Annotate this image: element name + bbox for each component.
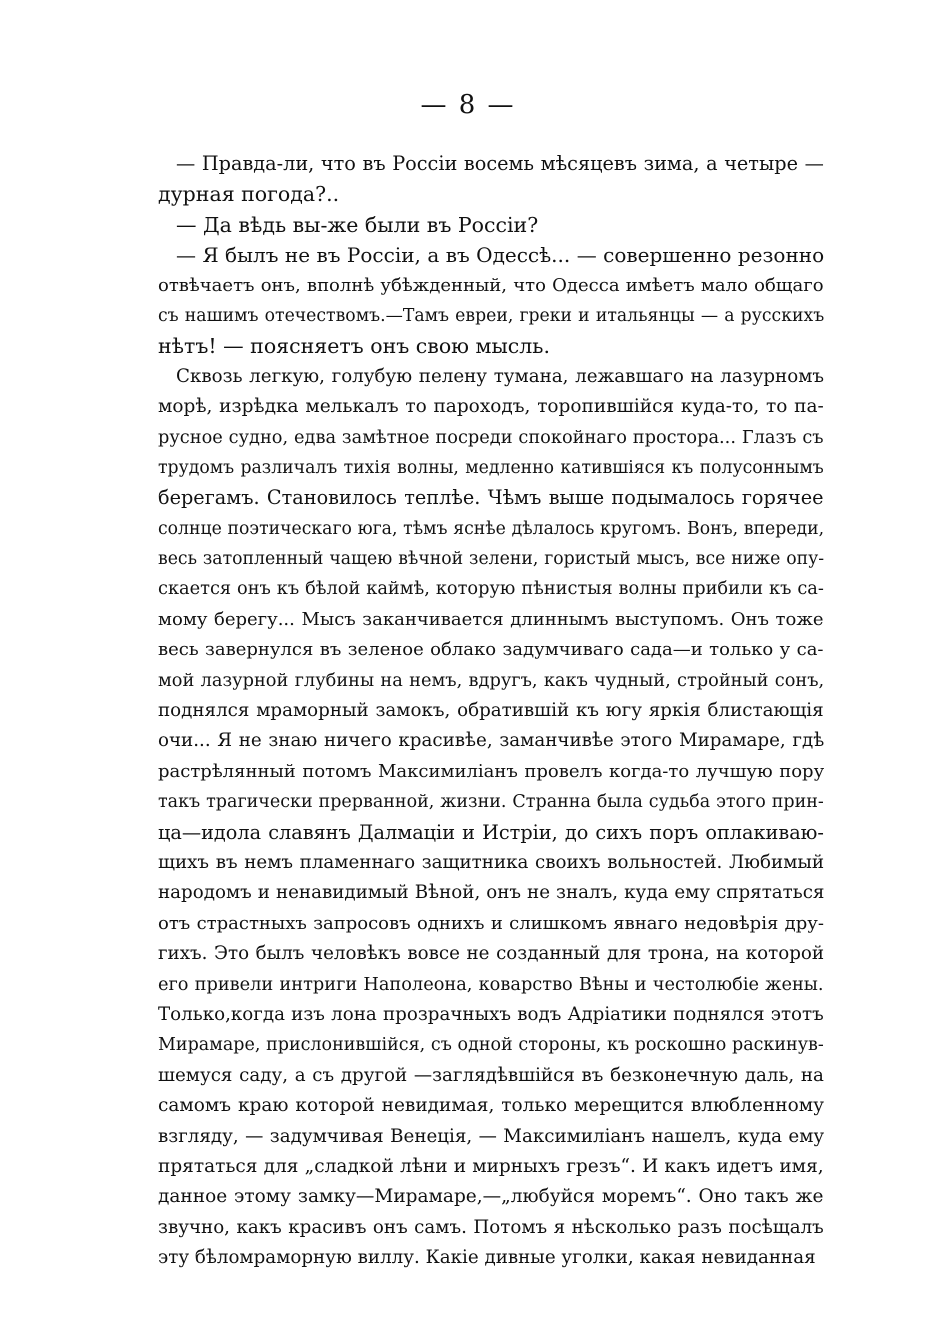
text-line: берегамъ. Становилось теплѣе. Чѣмъ выше подымалось горячее <box>158 486 824 510</box>
text-line: данное этому замку—Мирамаре,—„любуйся моремъ“. Оно такъ же <box>158 1186 824 1208</box>
text-line: Мирамаре, прислонившійся, съ одной стороны, къ роскошно раскинув- <box>158 1035 824 1056</box>
text-line: Только,когда изъ лона прозрачныхъ водъ Адріатики поднялся этотъ <box>158 1003 824 1025</box>
text-line: весь завернулся въ зеленое облако задумчиваго сада—и только у са- <box>158 639 824 661</box>
text-line: шемуся саду, а съ другой —заглядѣвшійся въ безконечную даль, на <box>158 1064 824 1086</box>
text-line: скается онъ къ бѣлой каймѣ, которую пѣнистыя волны прибили къ са- <box>158 579 824 600</box>
text-line: русное судно, едва замѣтное посреди спокойнаго простора... Глазъ съ <box>158 427 824 448</box>
text-line: поднялся мраморный замокъ, обратившій къ югу яркія блистающія <box>158 700 824 722</box>
text-line: солнце поэтическаго юга, тѣмъ яснѣе дѣлалось кругомъ. Вонъ, впереди, <box>158 518 824 539</box>
text-line: отъ страстныхъ запросовъ однихъ и слишкомъ явнаго недовѣрія дру- <box>158 912 824 934</box>
text-line: нѣтъ! — поясняетъ онъ свою мысль. <box>158 334 550 359</box>
body-text <box>158 149 824 1273</box>
text-line: — Я былъ не въ Россіи, а въ Одессѣ... — совершенно резонно <box>176 243 824 268</box>
paragraph <box>158 362 824 1274</box>
paragraph <box>158 240 824 362</box>
text-line: отвѣчаетъ онъ, вполнѣ убѣжденный, что Одесса имѣетъ мало общаго <box>158 274 824 296</box>
text-line: прятаться для „сладкой лѣни и мирныхъ грезъ“. И какъ идетъ имя, <box>158 1155 824 1177</box>
text-line: звучно, какъ красивъ онъ самъ. Потомъ я нѣсколько разъ посѣщалъ <box>158 1216 824 1238</box>
paragraph <box>158 210 824 240</box>
text-line: морѣ, изрѣдка мелькалъ то пароходъ, торопившійся куда-то, то па- <box>158 396 824 418</box>
text-line: такъ трагически прерванной, жизни. Странна была судьба этого прин- <box>158 792 824 813</box>
text-line: эту бѣломраморную виллу. Какіе дивные уголки, какая невиданная <box>158 1247 816 1269</box>
page-number: — 8 — <box>420 90 516 120</box>
text-line: Сквозь легкую, голубую пелену тумана, лежавшаго на лазурномъ <box>176 365 824 387</box>
text-line: дурная погода?.. <box>158 182 340 207</box>
text-line: гихъ. Это былъ человѣкъ вовсе не созданный для трона, на которой <box>158 943 824 965</box>
text-line: его привели интриги Наполеона, коварство Вѣны и честолюбіе жены. <box>158 974 824 995</box>
text-line: мой лазурной глубины на немъ, вдругъ, какъ чудный, стройный сонъ, <box>158 670 824 691</box>
text-line: народомъ и ненавидимый Вѣной, онъ не зналъ, куда ему спрятаться <box>158 882 824 904</box>
text-line: очи... Я не знаю ничего красивѣе, заманчивѣе этого Мирамаре, гдѣ <box>158 730 824 752</box>
text-line: трудомъ различалъ тихія волны, медленно катившіяся къ полусоннымъ <box>158 457 824 478</box>
text-line: щихъ въ немъ пламеннаго защитника своихъ вольностей. Любимый <box>158 851 824 873</box>
text-line: весь затопленный чащею вѣчной зелени, гористый мысъ, все ниже опу- <box>158 549 824 570</box>
text-line: — Правда-ли, что въ Россіи восемь мѣсяцевъ зима, а четыре — <box>176 152 824 175</box>
text-line: растрѣлянный потомъ Максимиліанъ провелъ когда-то лучшую пору <box>158 760 824 782</box>
text-line: самомъ краю которой невидимая, только мерещится влюбленному <box>158 1095 824 1117</box>
text-line: — Да вѣдь вы-же были въ Россіи? <box>176 212 539 237</box>
text-line: мому берегу... Мысъ заканчивается длиннымъ выступомъ. Онъ тоже <box>158 608 824 630</box>
text-line: ца—идола славянъ Далмаціи и Истріи, до сихъ поръ оплакиваю- <box>158 820 824 844</box>
text-line: взгляду, — задумчивая Венеція, — Максимиліанъ нашелъ, куда ему <box>158 1125 824 1147</box>
text-line: съ нашимъ отечествомъ.—Тамъ евреи, греки и итальянцы — а русскихъ <box>158 305 824 326</box>
paragraph <box>158 149 824 210</box>
